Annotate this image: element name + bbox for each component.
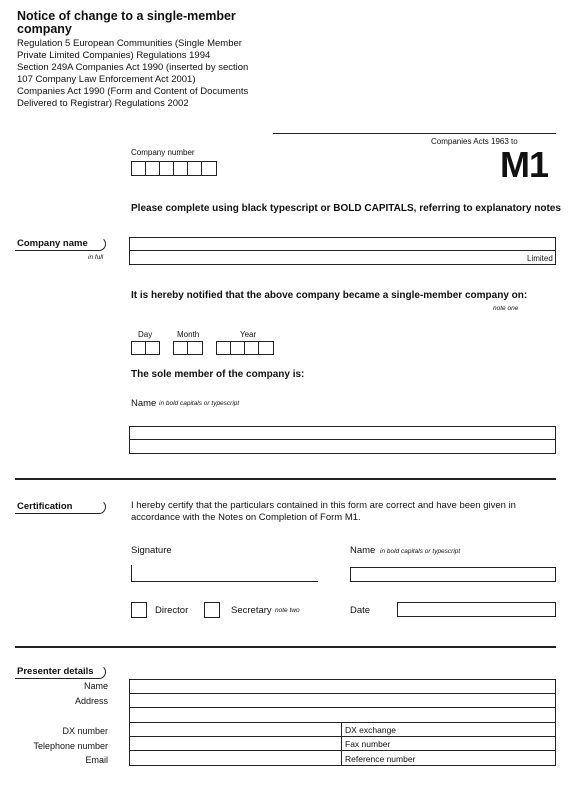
digit-box[interactable] [201, 161, 217, 176]
certification-text: I hereby certify that the particulars contained in this form are correct and have been given in accordance with the Notes on Completion of Form M1. [131, 500, 516, 523]
secretary-label: Secretary [231, 605, 272, 616]
tag-outline [15, 665, 106, 679]
telephone-label: Telephone number [33, 741, 108, 751]
dx-number-field[interactable] [129, 722, 342, 737]
day-label: Day [138, 330, 153, 339]
year-field[interactable] [216, 341, 274, 355]
company-number-field[interactable] [131, 161, 217, 176]
director-checkbox[interactable] [131, 602, 147, 618]
presenter-tag: Presenter details [17, 666, 94, 677]
digit-box[interactable] [173, 341, 188, 355]
company-name-field[interactable] [129, 237, 556, 251]
form-title: Notice of change to a single-member company [17, 9, 236, 36]
digit-box[interactable] [187, 341, 203, 355]
form-code: M1 [500, 144, 549, 185]
digit-box[interactable] [258, 341, 274, 355]
acts-label: Companies Acts 1963 to [431, 137, 518, 146]
limited-suffix: Limited [527, 254, 553, 263]
sole-member-name-label: Name [131, 398, 157, 409]
regulation-line: Regulation 5 European Communities (Single Member [17, 38, 242, 49]
digit-box[interactable] [173, 161, 188, 176]
sole-member-name-hint: in bold capitals or typescript [159, 400, 240, 407]
tag-outline [15, 237, 106, 251]
section-divider [15, 646, 556, 648]
instructions: Please complete using black typescript or BOLD CAPITALS, referring to explanatory notes [131, 203, 561, 214]
dx-exchange-label: DX exchange [345, 725, 397, 735]
note-one: note one [493, 305, 519, 312]
email-label: Email [85, 755, 108, 765]
sole-member-text: The sole member of the company is: [131, 369, 305, 380]
reference-label: Reference number [345, 754, 416, 764]
digit-box[interactable] [131, 161, 146, 176]
signature-label: Signature [131, 545, 172, 556]
sole-member-name-field-line2[interactable] [129, 439, 556, 454]
sole-member-name-field[interactable] [129, 426, 556, 440]
notified-text: It is hereby notified that the above company became a single-member company on: [131, 290, 528, 301]
digit-box[interactable] [159, 161, 174, 176]
header-rule [273, 133, 556, 134]
secretary-checkbox[interactable] [204, 602, 220, 618]
signature-line-edge [131, 565, 132, 582]
company-number-label: Company number [131, 148, 195, 157]
date-field[interactable] [397, 602, 556, 617]
presenter-name-label: Name [83, 681, 108, 691]
telephone-field[interactable] [129, 736, 342, 751]
regulation-line: Companies Act 1990 (Form and Content of Documents [17, 86, 249, 97]
cert-name-field[interactable] [350, 567, 556, 582]
fax-label: Fax number [345, 739, 391, 749]
regulation-line: Delivered to Registrar) Regulations 2002 [17, 98, 189, 109]
regulation-line: Section 249A Companies Act 1990 (inserted by section [17, 62, 249, 73]
digit-box[interactable] [187, 161, 202, 176]
year-label: Year [240, 330, 257, 339]
date-label: Date [350, 605, 371, 616]
signature-line[interactable] [131, 581, 318, 582]
regulation-line: 107 Company Law Enforcement Act 2001) [17, 74, 196, 85]
company-name-tag: Company name [17, 238, 88, 249]
cert-name-label: Name [350, 545, 376, 556]
company-name-field-line2[interactable] [129, 250, 556, 265]
regulation-line: Private Limited Companies) Regulations 1994 [17, 50, 211, 61]
digit-box[interactable] [216, 341, 231, 355]
tag-outline [15, 500, 106, 514]
cert-name-hint: in bold capitals or typescript [380, 548, 461, 555]
month-label: Month [177, 330, 200, 339]
digit-box[interactable] [145, 161, 160, 176]
digit-box[interactable] [145, 341, 160, 355]
regulations-text [17, 38, 248, 110]
section-divider [15, 478, 556, 480]
presenter-name-field[interactable] [129, 679, 556, 694]
director-label: Director [155, 605, 189, 616]
month-field[interactable] [173, 341, 203, 355]
digit-box[interactable] [244, 341, 259, 355]
note-two: note two [275, 607, 300, 614]
dx-number-label: DX number [62, 726, 108, 736]
digit-box[interactable] [230, 341, 245, 355]
presenter-address-field-line2[interactable] [129, 707, 556, 723]
in-full-label: in full [88, 254, 104, 261]
presenter-address-label: Address [74, 696, 108, 706]
certification-tag: Certification [17, 501, 73, 512]
email-field[interactable] [129, 750, 342, 766]
day-field[interactable] [131, 341, 159, 355]
presenter-address-field[interactable] [129, 693, 556, 708]
digit-box[interactable] [131, 341, 146, 355]
